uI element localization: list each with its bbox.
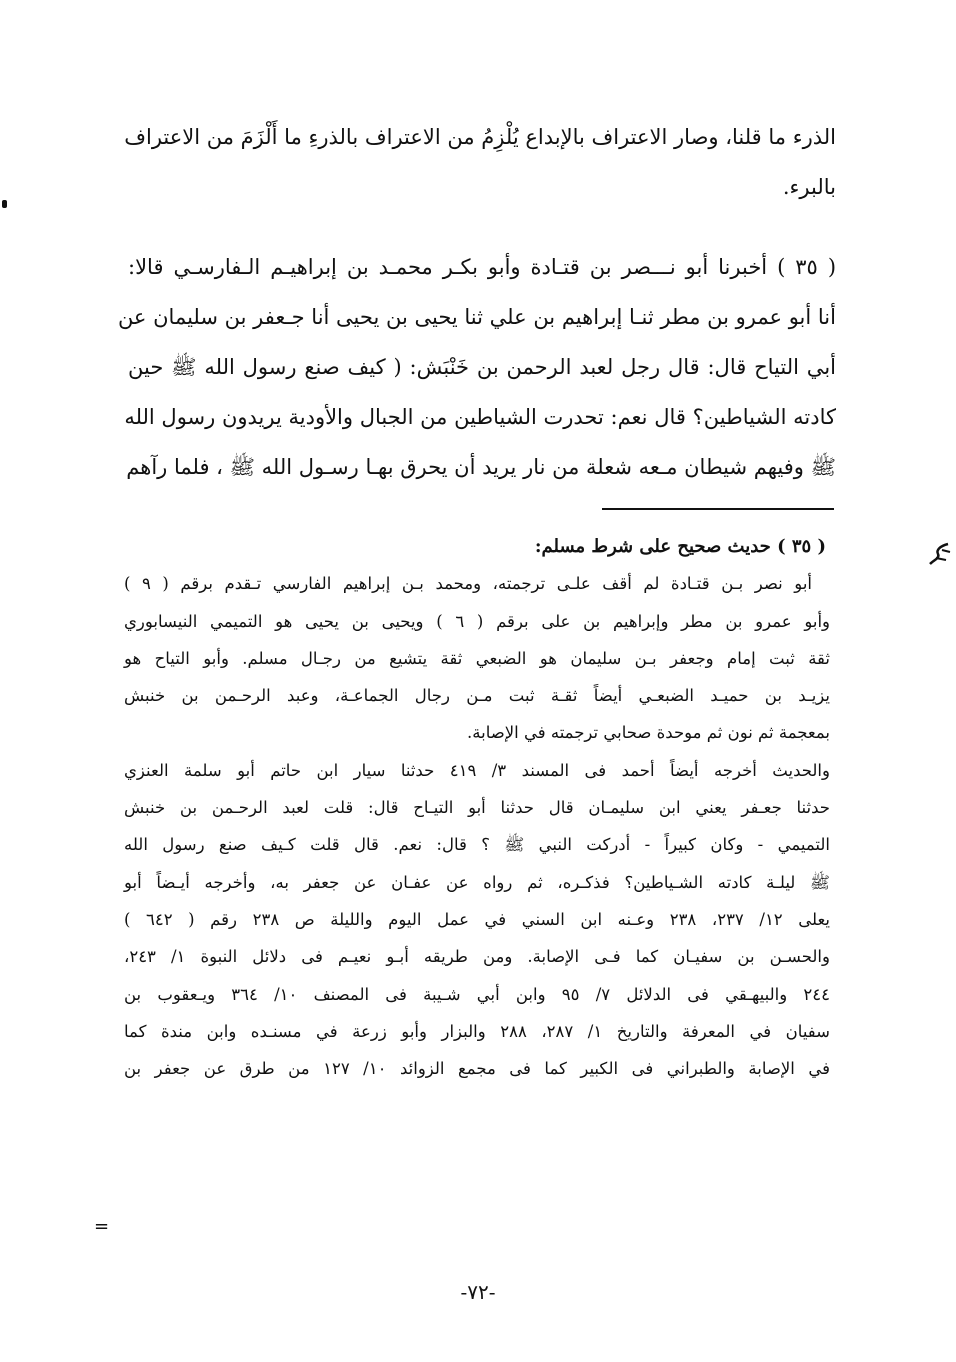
main-line: بالبرء. bbox=[782, 175, 836, 199]
footnote-line: ﷺ ليلـة كادته الشـياطين؟ فذكـره، ثم رواه عن عفـان عن جعفر به، وأخرجه أيـضاً أبو bbox=[124, 872, 830, 892]
footnote-line: حدثنا جعـفر يعني ابن سليمـان قال حدثنا أبو التيـاح قال: قلت لعبد الرحـمن بن خنبش bbox=[124, 798, 830, 818]
footnote-line: ٢٤٤ والبيهـقي فى الدلائل ٧/ ٩٥ وابن أبي شـيبة فى المصنف ١٠/ ٣٦٤ ويـعقوب بن bbox=[124, 984, 830, 1004]
footnote-line: والحسـن بن سفيـان كما فـى الإصابة. ومن طريقه أبـو نعيـم فى دلائل النبوة ١/ ٢٤٣، bbox=[124, 947, 830, 967]
continuation-mark: = bbox=[94, 1216, 110, 1237]
paragraph-gap bbox=[128, 212, 836, 242]
footnote-heading: ( ٣٥ ) حديث صحيح على شرط مسلم: bbox=[534, 536, 826, 557]
footnote-line: يزيـد بن حميـد الضبعـي أيضاً ثقـة ثبت مـن رجال الجماعـة، وعبد الرحـمن بن خنبش bbox=[124, 686, 830, 706]
scan-mark bbox=[2, 200, 7, 208]
footnote-line: سفيان في المعرفة والتاريخ ١/ ٢٨٧، ٢٨٨ والبزار وأبو زرعة في مسنـده وابن مندة كما bbox=[124, 1021, 830, 1041]
main-line: ﷺ وفيهم شيطان مـعه شعلة من نار يريد أن يحرق بهـا رسـول الله ﷺ ، فلما رآهم bbox=[126, 455, 836, 479]
main-line: أبي التياح قال: قال رجل لعبد الرحمن بن خَنْبَش: ( كيف صنع رسول الله ﷺ حين bbox=[128, 355, 836, 379]
main-line: ( ٣٥ ) أخبرنا أبو نـــصر بن قتـادة وأبو بكـر محمـد بن إبراهيـم الـفارسـي قالا: bbox=[128, 255, 837, 279]
footnote-line: أبو نصر بـن قتـادة لم أقف علـى ترجمته، ومحمد بـن إبراهيم الفارسي تـقدم برقم ( ٩ ) bbox=[124, 574, 812, 594]
margin-ornament-icon bbox=[928, 540, 952, 568]
main-text-block bbox=[117, 112, 837, 492]
footnote-divider bbox=[602, 508, 834, 510]
footnote-line: ثقة ثبت إمام وجعفر بـن سليمان هو الضبعي ثقة يتشيع من رجـال مسلم. وأبو التياح هو bbox=[124, 648, 830, 668]
footnote-line: التميمي - وكان كبيراً - أدركت النبي ﷺ ؟ قال: نعم. قال قلت كـيف صنع رسول الله bbox=[124, 835, 830, 855]
page-number: -٧٢- bbox=[460, 1280, 496, 1304]
footnote-line: بمعجمة ثم نون ثم موحدة صحابي ترجمته في الإصابة. bbox=[467, 723, 830, 743]
footnote-line: في الإصابة والطبراني فى الكبير كما فى مجمع الزوائد ١٠/ ١٢٧ من طرق عن جعفر بن bbox=[124, 1059, 830, 1079]
footnote-line: والحديث أخرجه أيضاً أحمد فى المسند ٣/ ٤١٩ حدثنا سيار ابن حاتم أبو سلمة العنزي bbox=[124, 760, 830, 780]
main-line: الذرء ما قلنا، وصار الاعتراف بالإبداع يُلْزِمُ من الاعتراف بالذرءِ ما أَلْزَمَ من الاعتراف bbox=[124, 125, 836, 149]
footnote-line: وأبو عمرو بن مطر وإبراهيم بن على برقم ( ٦ ) ويحيى بن يحيى هو التميمي النيسابوري bbox=[124, 611, 830, 631]
main-line: كادته الشياطين؟ قال نعم: تحدرت الشياطين من الجبال والأودية يريدون رسول الله bbox=[124, 405, 836, 429]
footnote-line: يعلى ١٢/ ٢٣٧، ٢٣٨ وعـنه ابن السني في عمل اليوم والليلة ص ٢٣٨ رقم ( ٦٤٢ ) bbox=[124, 909, 831, 929]
main-line: أنا أبو عمرو بن مطر ثنـا إبراهيم بن علي ثنا يحيى بن يحيى أنا جـعفر بن سليمان عن bbox=[117, 305, 836, 329]
footnote-block bbox=[124, 528, 830, 1087]
